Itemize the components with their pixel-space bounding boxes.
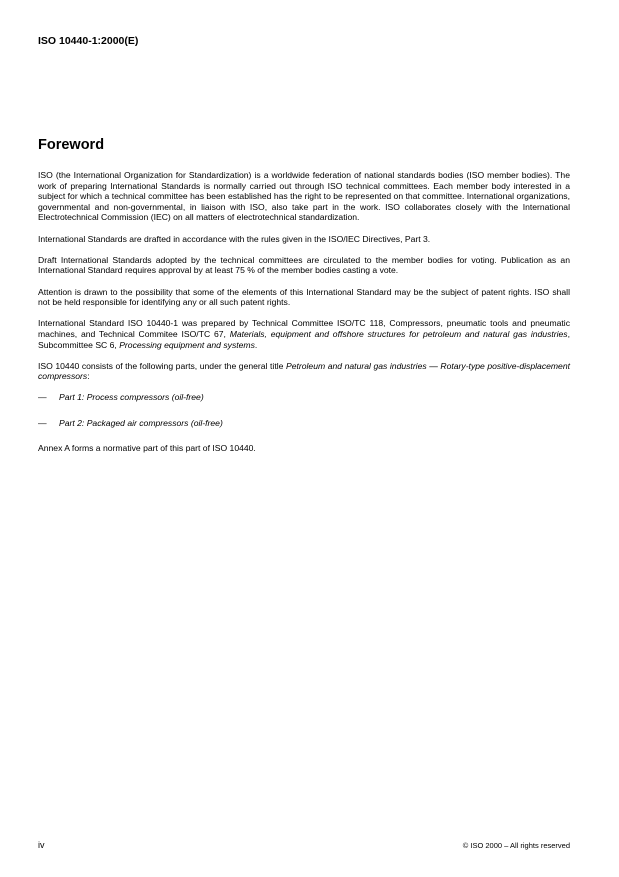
paragraph-directives: International Standards are drafted in accordance with the rules given in the ISO/IEC Directives, Part 3.	[38, 233, 431, 244]
list-dash: —	[38, 417, 47, 428]
committee-text-3: .	[254, 339, 258, 350]
parts-intro-text: ISO 10440 consists of the following parts, under the general title	[38, 360, 286, 371]
subcommittee-title-italic: Processing equipment and systems	[119, 339, 255, 350]
list-dash: —	[38, 392, 47, 403]
paragraph-parts-intro	[38, 361, 570, 382]
foreword-body	[38, 170, 570, 464]
paragraph-iso-intro: ISO (the International Organization for Standardization) is a worldwide federation of national standards bodies (ISO member bodies). The work of preparing International Standards is normally carried out through ISO technical committees. Each member body interested in a subject for which a technical committee has been established has the right to be represented on that committee. International organizations, governmental and non-governmental, in liaison with ISO, also take part in the work. ISO collaborates closely with the International Electrotechnical Commission (IEC) on all matters of electrotechnical standardization.	[38, 170, 570, 223]
paragraph-committee	[38, 318, 570, 350]
paragraph-voting: Draft International Standards adopted by the technical committees are circulated to the member bodies for voting. Publication as an International Standard requires approval by at least 75 % of the member bodies casting a vote.	[38, 254, 570, 276]
committee-text-2: , Subcommittee SC 6,	[38, 328, 570, 350]
list-item	[38, 392, 570, 403]
list-item	[38, 418, 570, 429]
copyright-notice: © ISO 2000 – All rights reserved	[462, 841, 570, 850]
section-title: Foreword	[38, 137, 105, 153]
list-item-part-1: Part 1: Process compressors (oil-free)	[59, 392, 204, 403]
committee-text-1: International Standard ISO 10440-1 was prepared by Technical Committee ISO/TC 118, Compressors, pneumatic tools and pneumatic machines, and Technical Commitee ISO/TC 67,	[38, 318, 570, 339]
committee-title-italic: Materials, equipment and offshore structures for petroleum and natural gas industries	[229, 328, 568, 339]
list-item-part-2: Part 2: Packaged air compressors (oil-free)	[59, 417, 223, 428]
document-id-header: ISO 10440-1:2000(E)	[38, 35, 139, 47]
paragraph-annex: Annex A forms a normative part of this part of ISO 10440.	[38, 442, 256, 453]
page-number: iv	[38, 840, 45, 850]
general-title-italic: Petroleum and natural gas industries — Rotary-type positive-displacement compressors	[38, 360, 570, 382]
paragraph-patent-rights: Attention is drawn to the possibility that some of the elements of this International Standard may be the subject of patent rights. ISO shall not be held responsible for identifying any or all such patent rights.	[38, 286, 570, 308]
parts-intro-colon: :	[87, 371, 90, 382]
